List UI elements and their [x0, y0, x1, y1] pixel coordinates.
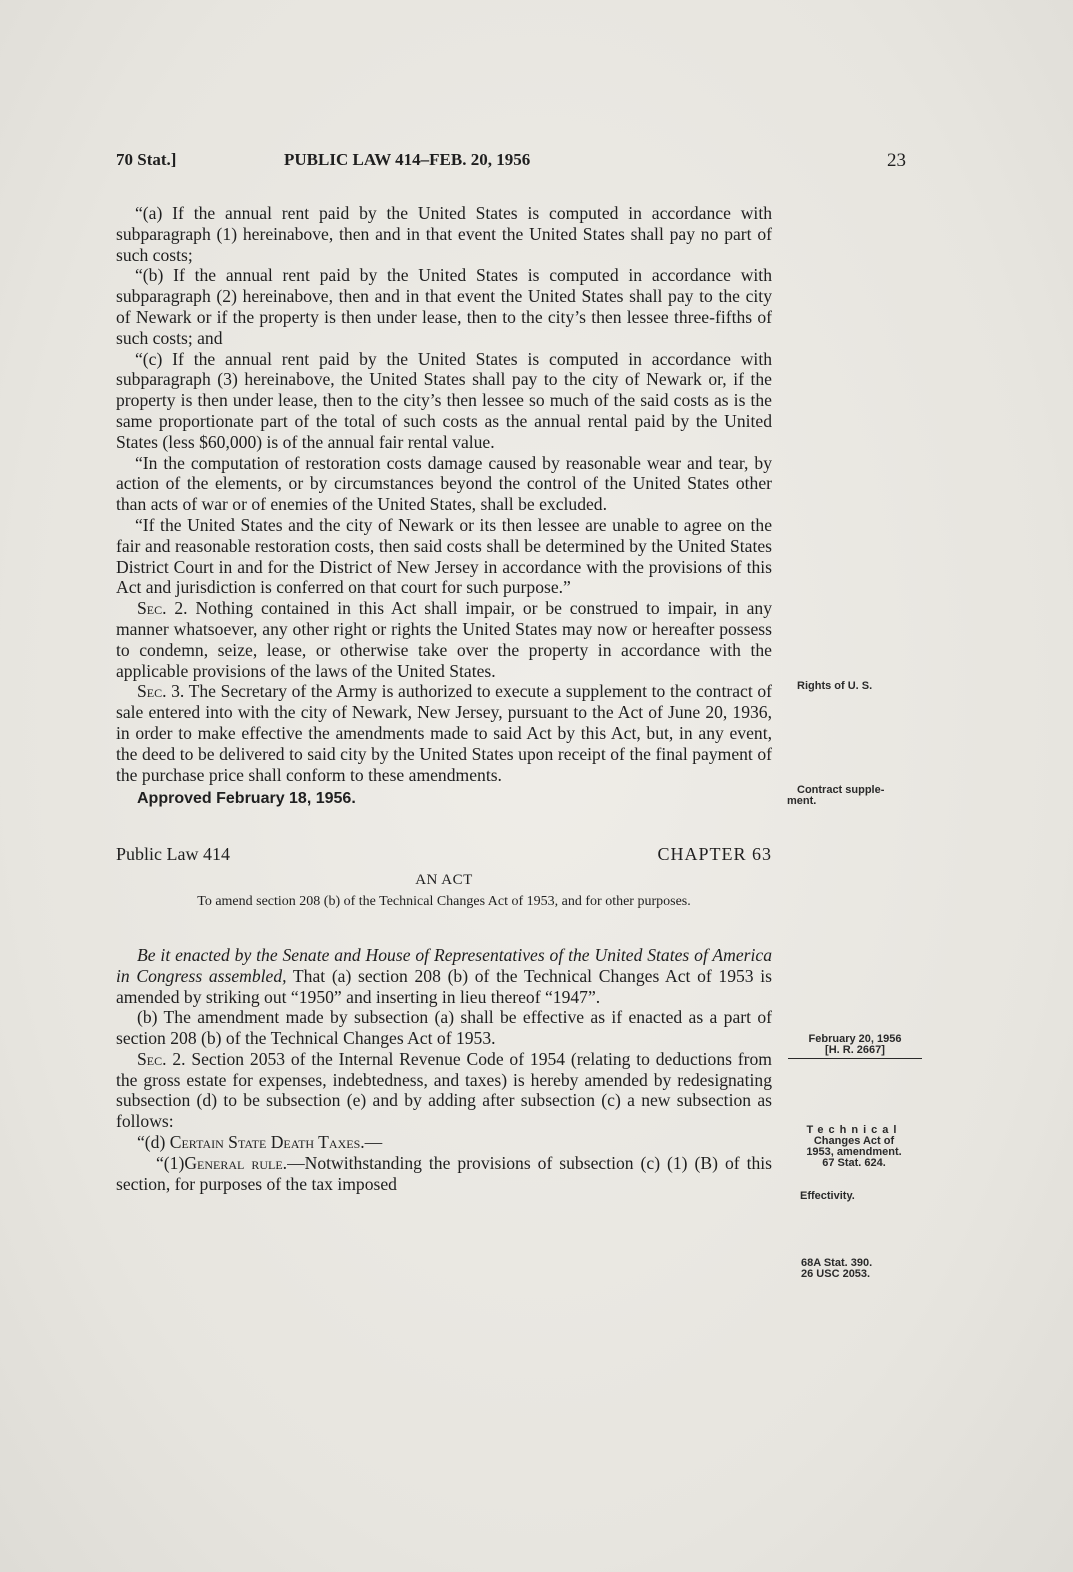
subsection-d	[116, 1132, 772, 1153]
paragraph-a: “(a) If the annual rent paid by the United States is computed in accordance with subparagraph (1) hereinabove, then and in that event the United States shall pay no part of such costs;	[116, 203, 772, 265]
margin-note-technical-line2: Changes Act of	[813, 1135, 895, 1147]
subsection-1-heading: General rule.	[184, 1152, 288, 1173]
act-title: To amend section 208 (b) of the Technical Changes Act of 1953, and for other purposes.	[197, 893, 691, 909]
margin-note-statute-line2: 26 USC 2053.	[801, 1268, 871, 1280]
law-heading	[116, 844, 772, 870]
page-number: 23	[887, 150, 906, 171]
margin-note-bill-number: [H. R. 2667]	[825, 1044, 885, 1056]
margin-note-technical-line3: 1953, amendment.	[806, 1146, 902, 1158]
paragraph-c: “(c) If the annual rent paid by the United States is computed in accordance with subparagraph (3) hereinabove, the United States shall pay to the city of Newark or, if the property is then under lease, then to the city’s then lessee so much of the said costs as is the same proportionate part of the total of such costs as the annual rental paid by the United States (less $60,000) is of the annual fair rental value.	[116, 348, 772, 452]
public-law-number: Public Law 414	[116, 844, 230, 865]
section-2-label: Sec. 2.	[137, 598, 188, 619]
margin-note-rights: Rights of U. S.	[797, 680, 873, 692]
law2-section-2-text: Section 2053 of the Internal Revenue Code of 1954 (relating to deductions from the gross estate for expenses, indebtedness, and taxes) is hereby amended by redesignating subsection (d) to be subsection (e) and by adding after subsection (c) a new subsection as follows:	[116, 1048, 772, 1132]
section-2-text: Nothing contained in this Act shall impair, or be construed to impair, in any manner whatsoever, any other right or rights the United States may now or hereafter possess to condemn, seize, lease, or otherwise take over the property in accordance with the applicable provisions of the laws of the United States.	[116, 598, 772, 681]
paragraph-restoration: “In the computation of restoration costs damage caused by reasonable wear and tear, by action of the elements, or by circumstances beyond the control of the United States other than acts of war or of enemies of the United States, shall be excluded.	[116, 452, 772, 515]
enacting-formula: Be it enacted by the Senate and House of Representatives of the United States of America in Congress assembled,	[116, 944, 772, 986]
running-head: PUBLIC LAW 414–FEB. 20, 1956	[284, 150, 531, 169]
margin-note-statute-line1: 68A Stat. 390.	[801, 1257, 873, 1269]
main-text	[116, 203, 772, 1194]
margin-note-technical-line1: Technical	[806, 1124, 902, 1136]
section-3	[116, 681, 772, 785]
section-2	[116, 598, 772, 681]
margin-note-statute	[801, 1258, 941, 1280]
enacting-clause	[116, 945, 772, 1007]
section-3-label: Sec. 3.	[137, 681, 185, 702]
statute-volume: 70 Stat.]	[116, 150, 177, 169]
law2-section-2	[116, 1049, 772, 1132]
chapter-number: CHAPTER 63	[657, 844, 772, 865]
subsection-1-text: —Notwithstanding the provisions of subsection (c) (1) (B) of this section, for purposes of the tax imposed	[116, 1152, 772, 1194]
subsection-1	[116, 1153, 772, 1195]
margin-note-technical	[787, 1125, 921, 1169]
paragraph-effectivity: (b) The amendment made by subsection (a) shall be effective as if enacted as a part of section 208 (b) of the Technical Changes Act of 1953.	[116, 1007, 772, 1049]
page-header	[116, 150, 906, 174]
margin-note-technical-line4: 67 Stat. 624.	[822, 1157, 886, 1169]
margin-note-effectivity: Effectivity.	[800, 1190, 855, 1202]
section-3-text: The Secretary of the Army is authorized to execute a supplement to the contract of sale entered into with the city of Newark, New Jersey, pursuant to the Act of June 20, 1936, in order to make effective the amendments made to said Act by this Act, but, in any event, the deed to be delivered to said city by the United States upon receipt of the final payment of the purchase price shall conform to these amendments.	[116, 681, 772, 785]
margin-note-date	[788, 1034, 922, 1059]
an-act-heading: AN ACT	[415, 872, 473, 889]
subsection-d-prefix: “(d)	[137, 1132, 166, 1153]
subsection-1-prefix: “(1)	[156, 1152, 185, 1173]
law2-section-2-label: Sec. 2.	[137, 1048, 186, 1069]
paragraph-disagreement: “If the United States and the city of Newark or its then lessee are unable to agree on the fair and reasonable restoration costs, then said costs shall be determined by the United States District Court in and for the District of New Jersey in accordance with the provisions of this Act and jurisdiction is conferred on that court for such purpose.”	[116, 514, 772, 598]
paragraph-b: “(b) If the annual rent paid by the United States is computed in accordance with subparagraph (2) hereinabove, then and in that event the United States shall pay to the city of Newark or if the property is then under lease, then to the city’s then lessee three-fifths of such costs; and	[116, 265, 772, 348]
margin-note-contract	[787, 785, 927, 807]
enacting-text: That (a) section 208 (b) of the Technical Changes Act of 1953 is amended by striking out “1950” and inserting in lieu thereof “1947”.	[116, 965, 772, 1007]
margin-note-date-line1: February 20, 1956	[808, 1033, 902, 1045]
approval-date: Approved February 18, 1956.	[137, 790, 356, 808]
margin-note-contract-line1: Contract supple-	[797, 784, 885, 796]
subsection-d-heading: Certain State Death Taxes.—	[169, 1132, 383, 1153]
margin-note-contract-line2: ment.	[787, 795, 817, 807]
